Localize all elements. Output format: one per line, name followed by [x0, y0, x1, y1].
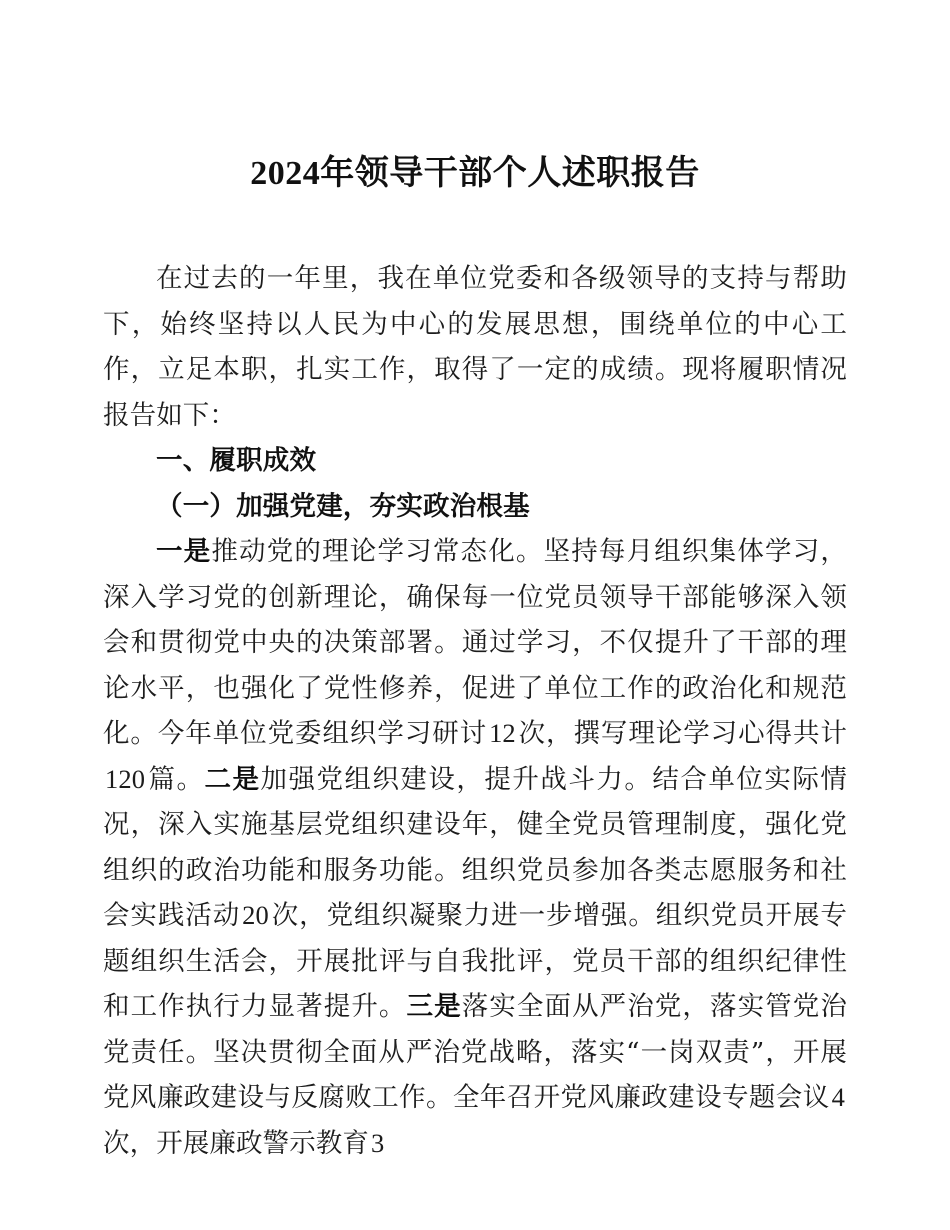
- point-2-number-1: 20: [242, 900, 269, 930]
- point-1-text-b: 次，撰写理论学习心得共计: [517, 718, 847, 749]
- point-1-text-a: 推动党的理论学习常态化。坚持每月组织集体学习，深入学习党的创新理论，确保每一位党员领导干部能够深入领会和贯彻党中央的决策部署。通过学习，不仅提升了干部的理论水平，也强化了党性修养，促进了单位工作的政治化和规范化。今年单位党委组织学习研讨: [103, 536, 847, 749]
- point-1-text-c: 篇。: [147, 763, 205, 795]
- point-3-text-b: 次，开展廉政警示教育: [103, 1127, 369, 1159]
- point-2-text-a: 加强党组织建设，提升战斗力。结合单位实际情况，深入实施基层党组织建设年，健全党员管理制度，强化党组织的政治功能和服务功能。组织党员参加各类志愿服务和社会实践活动: [103, 763, 847, 931]
- point-2-text-b: 次，党组织凝聚力进一步增强。组织党员开展专题组织生活会，开展批评与自我批评，党员干部的组织纪律性和工作执行力显著提升。: [103, 900, 847, 1022]
- point-2-lead: 二是: [204, 763, 261, 795]
- point-3-text-a: 落实全面从严治党，落实管党治党责任。坚决贯彻全面从严治党战略，落实“一岗双责”，开展党风廉政建设与反腐败工作。全年召开党风廉政建设专题会议: [103, 991, 847, 1113]
- point-1-lead: 一是: [156, 536, 212, 567]
- point-3-number-2: 3: [371, 1127, 385, 1158]
- opening-paragraph: 在过去的一年里，我在单位党委和各级领导的支持与帮助下，始终坚持以人民为中心的发展思想，围绕单位的中心工作，立足本职，扎实工作，取得了一定的成绩。现将履职情况报告如下：: [103, 263, 847, 431]
- section-heading-1: 一、履职成效: [156, 445, 317, 475]
- point-1-number-2: 120: [105, 763, 146, 794]
- point-3-lead: 三是: [406, 991, 462, 1022]
- page-title: 2024年领导干部个人述职报告: [250, 155, 700, 192]
- document-content: [103, 0, 847, 1166]
- point-1-number-1: 12: [489, 718, 516, 748]
- subsection-heading-1-1: （一）加强党建，夯实政治根基: [156, 490, 530, 522]
- point-3-number-1: 4: [831, 1082, 845, 1112]
- body-paragraph-points: [103, 529, 847, 1166]
